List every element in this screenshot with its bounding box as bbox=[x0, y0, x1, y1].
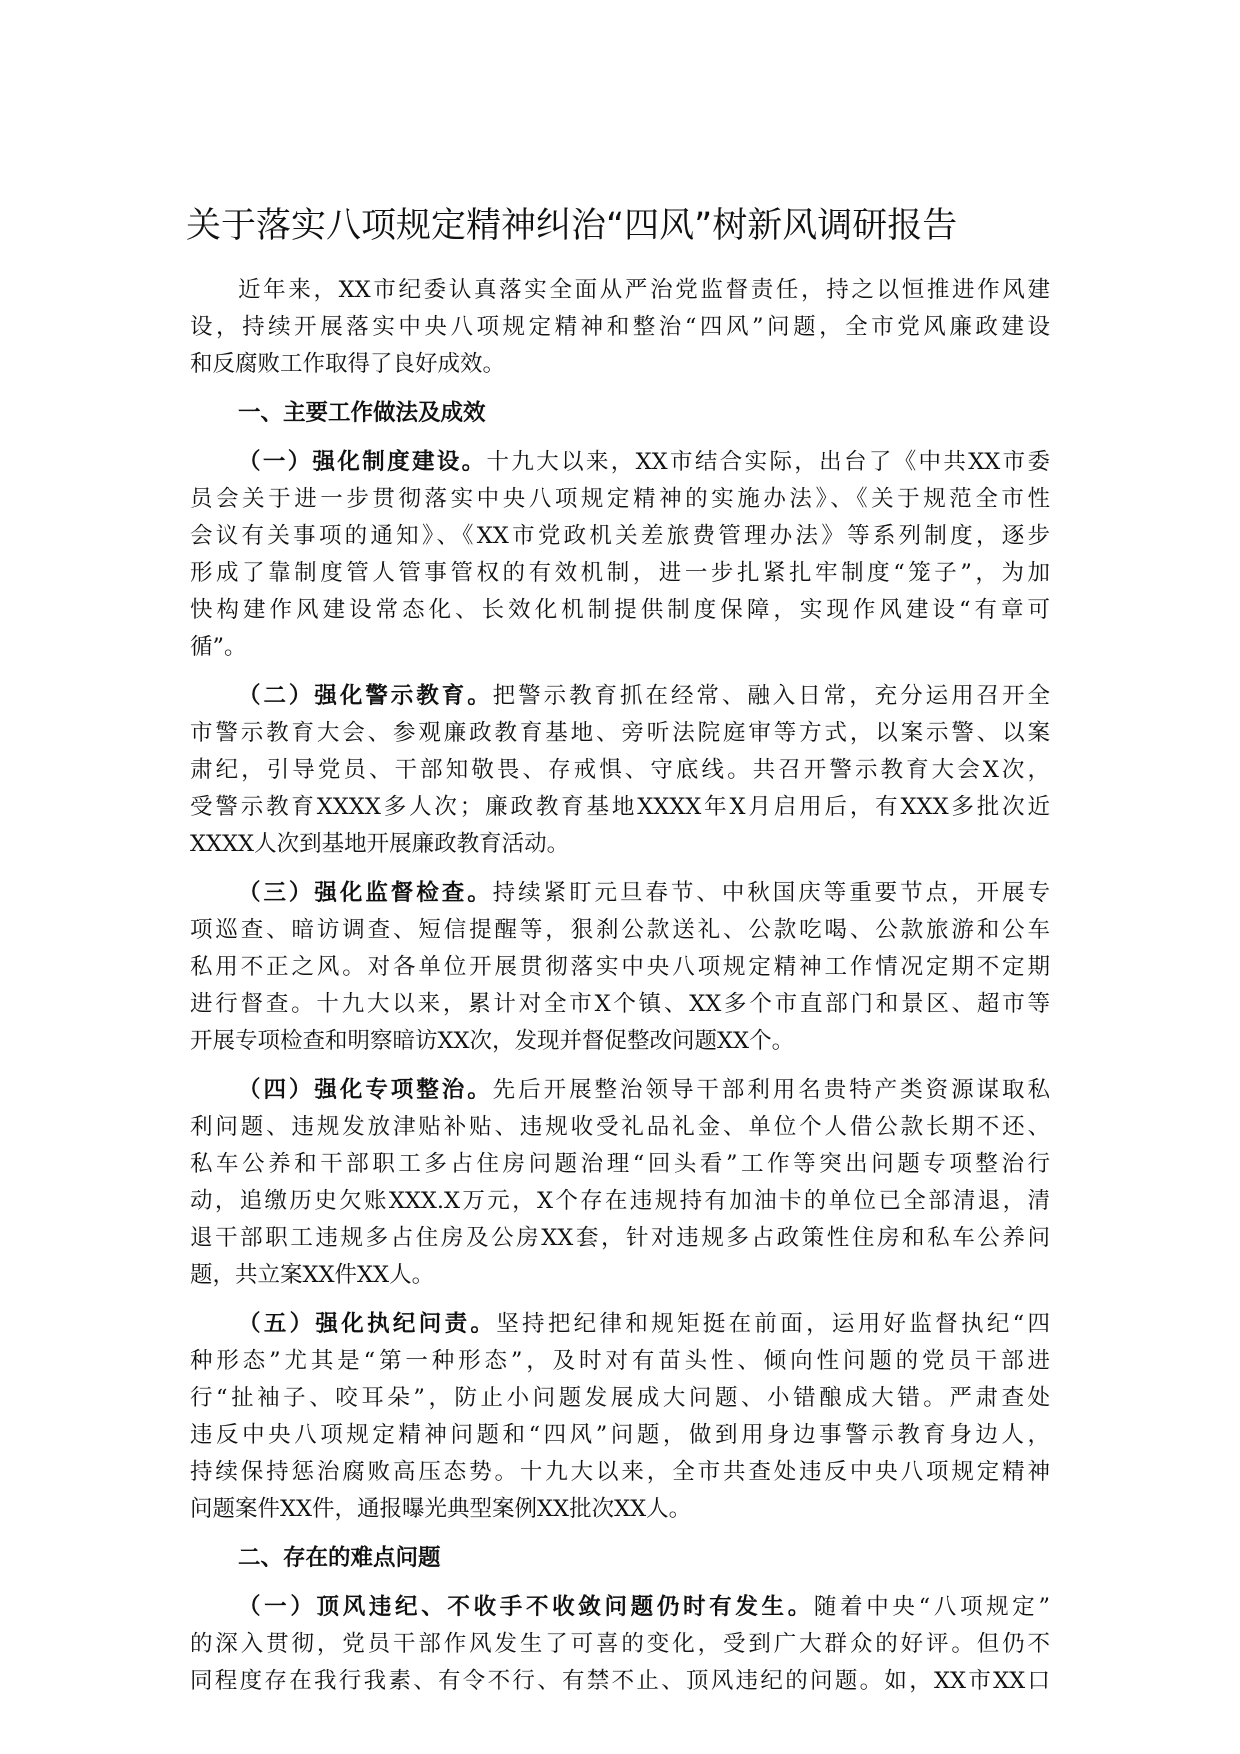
text-line: 利问题、违规发放津贴补贴、违规收受礼品礼金、单位个人借公款长期不还、 bbox=[190, 1114, 1050, 1140]
intro-paragraph bbox=[190, 272, 1050, 383]
item-lead: （一）强化制度建设。 bbox=[238, 449, 487, 475]
text-line: 动，追缴历史欠账XXX.X万元，X个存在违规持有加油卡的单位已全部清退，清 bbox=[190, 1188, 1050, 1214]
text-line: 快构建作风建设常态化、长效化机制提供制度保障，实现作风建设“有章可 bbox=[190, 597, 1050, 623]
text-line: 和反腐败工作取得了良好成效。 bbox=[190, 351, 506, 377]
text-line: XXXX人次到基地开展廉政教育活动。 bbox=[190, 831, 570, 857]
section-heading: 二、存在的难点问题 bbox=[238, 1545, 441, 1571]
text-line: 同程度存在我行我素、有令不行、有禁不止、顶风违纪的问题。如，XX市XX口 bbox=[190, 1668, 1050, 1694]
item-text: 先后开展整治领导干部利用名贵特产类资源谋取私 bbox=[492, 1077, 1050, 1103]
text-line: 员会关于进一步贯彻落实中央八项规定精神的实施办法》、《关于规范全市性 bbox=[190, 486, 1050, 512]
text-line bbox=[190, 444, 1050, 481]
text-line: 循”。 bbox=[190, 634, 247, 660]
text-line: 违反中央八项规定精神问题和“四风”问题，做到用身边事警示教育身边人， bbox=[190, 1422, 1050, 1448]
item-lead: （三）强化监督检查。 bbox=[238, 880, 493, 906]
text-line: 私用不正之风。对各单位开展贯彻落实中央八项规定精神工作情况定期不定期 bbox=[190, 954, 1050, 980]
item-lead: （一）顶风违纪、不收手不收敛问题仍时有发生。 bbox=[238, 1594, 814, 1620]
text-line: 设，持续开展落实中央八项规定精神和整治“四风”问题，全市党风廉政建设 bbox=[190, 314, 1050, 340]
section1-item-1 bbox=[190, 444, 1050, 666]
section2-item-1 bbox=[190, 1589, 1050, 1700]
section1-item-2 bbox=[190, 678, 1050, 863]
section1-item-4 bbox=[190, 1072, 1050, 1294]
document-title: 关于落实八项规定精神纠治“四风”树新风调研报告 bbox=[186, 206, 958, 246]
text-line bbox=[190, 1072, 1050, 1109]
text-line: 会议有关事项的通知》、《XX市党政机关差旅费管理办法》等系列制度，逐步 bbox=[190, 523, 1050, 549]
item-text: 持续紧盯元旦春节、中秋国庆等重要节点，开展专 bbox=[492, 880, 1050, 906]
text-line: 肃纪，引导党员、干部知敬畏、存戒惧、守底线。共召开警示教育大会X次， bbox=[190, 757, 1050, 783]
text-line: 的深入贯彻，党员干部作风发生了可喜的变化，受到广大群众的好评。但仍不 bbox=[190, 1631, 1050, 1657]
text-line bbox=[190, 1589, 1050, 1626]
text-line: 问题案件XX件，通报曝光典型案例XX批次XX人。 bbox=[190, 1496, 692, 1522]
item-text: 十九大以来，XX市结合实际，出台了《中共XX市委 bbox=[486, 449, 1050, 475]
text-line: 行“扯袖子、咬耳朵”，防止小问题发展成大问题、小错酿成大错。严肃查处 bbox=[190, 1385, 1050, 1411]
text-line: 持续保持惩治腐败高压态势。十九大以来，全市共查处违反中央八项规定精神 bbox=[190, 1459, 1050, 1485]
text-line: 种形态”尤其是“第一种形态”，及时对有苗头性、倾向性问题的党员干部进 bbox=[190, 1348, 1050, 1374]
text-line bbox=[190, 678, 1050, 715]
section1-item-5 bbox=[190, 1306, 1050, 1528]
text-line: 形成了靠制度管人管事管权的有效机制，进一步扎紧扎牢制度“笼子”，为加 bbox=[190, 560, 1050, 586]
item-lead: （二）强化警示教育。 bbox=[238, 683, 493, 709]
text-line: 市警示教育大会、参观廉政教育基地、旁听法院庭审等方式，以案示警、以案 bbox=[190, 720, 1050, 746]
text-line: 题，共立案XX件XX人。 bbox=[190, 1262, 435, 1288]
document-body bbox=[190, 272, 1050, 1712]
text-line: 开展专项检查和明察暗访XX次，发现并督促整改问题XX个。 bbox=[190, 1028, 795, 1054]
item-text: 把警示教育抓在经常、融入日常，充分运用召开全 bbox=[492, 683, 1050, 709]
item-text: 随着中央“八项规定” bbox=[813, 1594, 1050, 1620]
item-lead: （五）强化执纪问责。 bbox=[238, 1311, 497, 1337]
text-line: 退干部职工违规多占住房及公房XX套，针对违规多占政策性住房和私车公养问 bbox=[190, 1225, 1050, 1251]
text-line: 近年来，XX市纪委认真落实全面从严治党监督责任，持之以恒推进作风建 bbox=[238, 277, 1050, 303]
item-lead: （四）强化专项整治。 bbox=[238, 1077, 493, 1103]
text-line: 受警示教育XXXX多人次；廉政教育基地XXXX年X月启用后，有XXX多批次近 bbox=[190, 794, 1050, 820]
section-heading: 一、主要工作做法及成效 bbox=[238, 400, 486, 426]
section1-item-3 bbox=[190, 875, 1050, 1060]
text-line: 进行督查。十九大以来，累计对全市X个镇、XX多个市直部门和景区、超市等 bbox=[190, 991, 1050, 1017]
item-text: 坚持把纪律和规矩挺在前面，运用好监督执纪“四 bbox=[496, 1311, 1050, 1337]
text-line bbox=[190, 875, 1050, 912]
text-line: 项巡查、暗访调查、短信提醒等，狠刹公款送礼、公款吃喝、公款旅游和公车 bbox=[190, 917, 1050, 943]
text-line bbox=[190, 1306, 1050, 1343]
text-line: 私车公养和干部职工多占住房问题治理“回头看”工作等突出问题专项整治行 bbox=[190, 1151, 1050, 1177]
